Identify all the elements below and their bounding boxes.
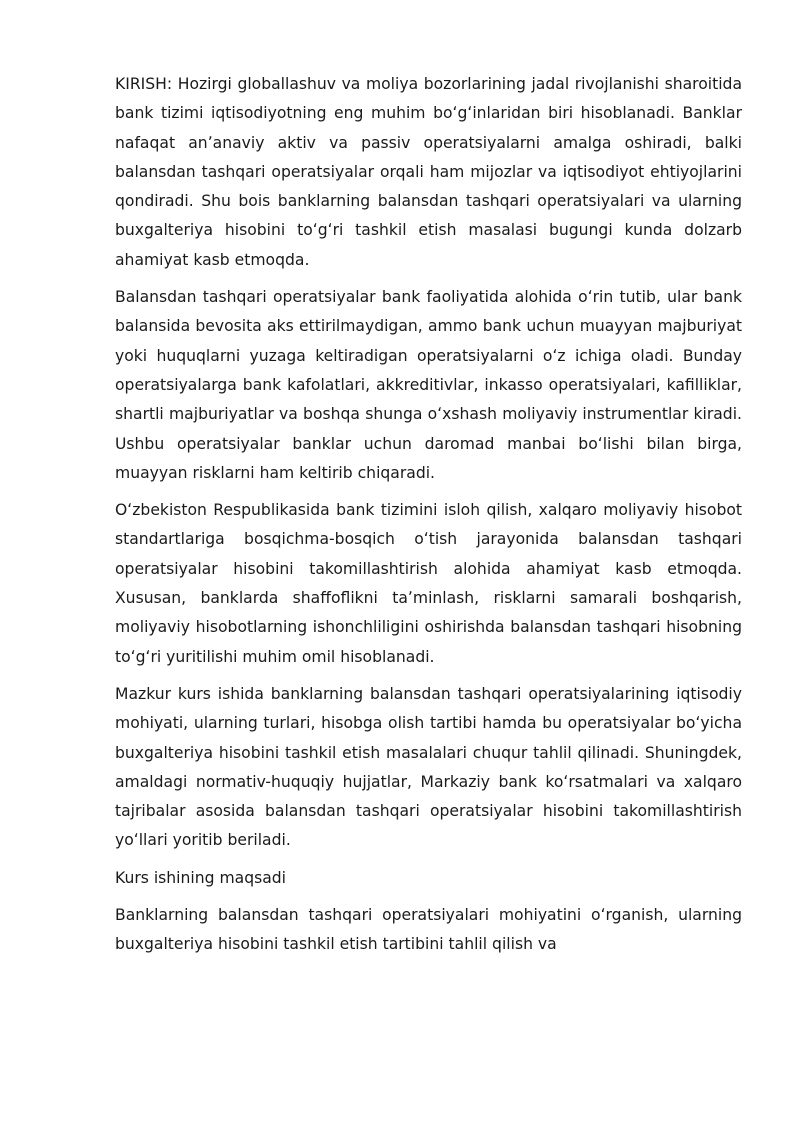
body-paragraph: Balansdan tashqari operatsiyalar bank faoliyatida alohida oʻrin tutib, ular bank balansida bevosita aks ettirilmaydigan, ammo bank uchun muayyan majburiyat yoki huquqlarni yuzaga keltiradigan operatsiyalarni oʻz ichiga oladi. Bunday operatsiyalarga bank kafolatlari, akkreditivlar, inkasso operatsiyalari, kafilliklar, shartli majburiyatlar va boshqa shunga oʻxshash moliyaviy instrumentlar kiradi. Ushbu operatsiyalar banklar uchun daromad manbai boʻlishi bilan birga, muayyan risklarni ham keltirib chiqaradi. (115, 288, 742, 482)
document-page (115, 70, 742, 968)
intro-paragraph: KIRISH: Hozirgi globallashuv va moliya bozorlarining jadal rivojlanishi sharoitida bank tizimi iqtisodiyotning eng muhim boʻgʻinlaridan biri hisoblanadi. Banklar nafaqat anʼanaviy aktiv va passiv operatsiyalarni amalga oshiradi, balki balansdan tashqari operatsiyalar orqali ham mijozlar va iqtisodiyot ehtiyojlarini qondiradi. Shu bois banklarning balansdan tashqari operatsiyalari va ularning buxgalteriya hisobini toʻgʻri tashkil etish masalasi bugungi kunda dolzarb ahamiyat kasb etmoqda. (115, 75, 742, 269)
body-paragraph: Oʻzbekiston Respublikasida bank tizimini isloh qilish, xalqaro moliyaviy hisobot standartlariga bosqichma-bosqich oʻtish jarayonida balansdan tashqari operatsiyalar hisobini takomillashtirish alohida ahamiyat kasb etmoqda. Xususan, banklarda shaffoflikni taʼminlash, risklarni samarali boshqarish, moliyaviy hisobotlarning ishonchliligini oshirishda balansdan tashqari hisobning toʻgʻri yuritilishi muhim omil hisoblanadi. (115, 501, 742, 666)
body-paragraph: Mazkur kurs ishida banklarning balansdan tashqari operatsiyalarining iqtisodiy mohiyati, ularning turlari, hisobga olish tartibi hamda bu operatsiyalar boʻyicha buxgalteriya hisobini tashkil etish masalalari chuqur tahlil qilinadi. Shuningdek, amaldagi normativ-huquqiy hujjatlar, Markaziy bank koʻrsatmalari va xalqaro tajribalar asosida balansdan tashqari operatsiyalar hisobini takomillashtirish yoʻllari yoritib beriladi. (115, 684, 742, 850)
final-paragraph: Banklarning balansdan tashqari operatsiyalari mohiyatini oʻrganish, ularning buxgalteriya hisobini tashkil etish tartibini tahlil qilish va (115, 906, 742, 954)
section-heading: Kurs ishining maqsadi (115, 868, 287, 887)
